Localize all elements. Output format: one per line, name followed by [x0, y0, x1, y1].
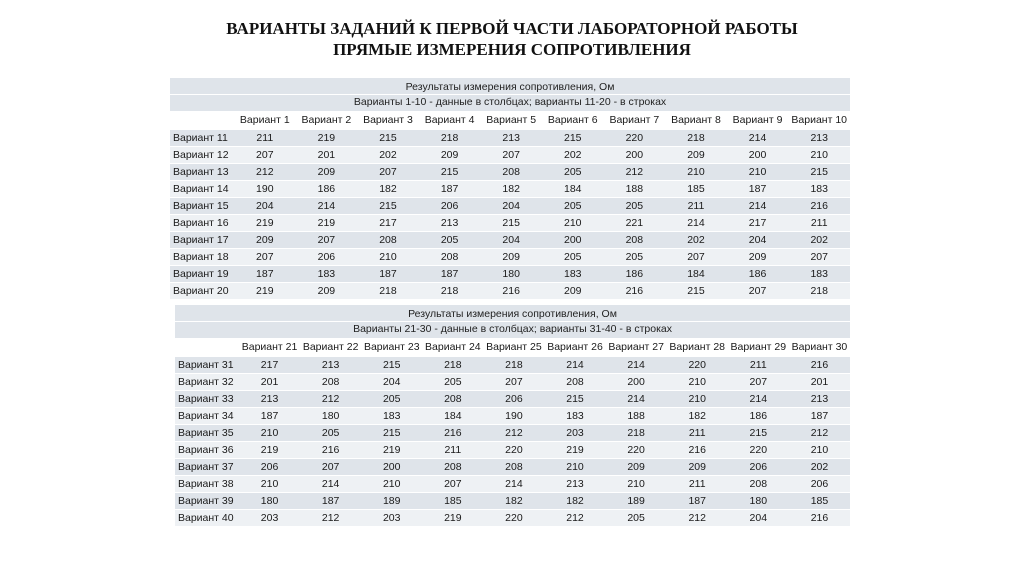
table-caption-subtitle: Варианты 1-10 - данные в столбцах; варианты 11-20 - в строках [170, 95, 850, 112]
table-row [170, 283, 850, 300]
table-row [175, 476, 850, 493]
table-cell: 211 [422, 442, 483, 459]
table-row [170, 249, 850, 266]
table-cell: 203 [239, 510, 300, 527]
table-cell: 204 [728, 510, 789, 527]
table-cell: 212 [544, 510, 605, 527]
table-row [175, 510, 850, 527]
table-cell: 207 [483, 374, 544, 391]
table-cell: 204 [480, 198, 542, 215]
table-cell: 202 [542, 147, 604, 164]
table-cell: 217 [357, 215, 419, 232]
row-label: Вариант 31 [175, 357, 239, 374]
table-cell: 208 [728, 476, 789, 493]
table-cell: 206 [296, 249, 358, 266]
table-cell: 216 [604, 283, 666, 300]
table-cell: 212 [300, 510, 361, 527]
table-cell: 182 [544, 493, 605, 510]
table-cell: 183 [544, 408, 605, 425]
table-cell: 205 [300, 425, 361, 442]
table-cell: 209 [296, 283, 358, 300]
table-cell: 201 [296, 147, 358, 164]
table-cell: 207 [788, 249, 850, 266]
table-cell: 213 [419, 215, 481, 232]
table-cell: 219 [234, 283, 296, 300]
column-header: Вариант 9 [727, 112, 789, 130]
table-cell: 214 [728, 391, 789, 408]
table-cell: 205 [361, 391, 422, 408]
table-cell: 213 [239, 391, 300, 408]
table-row [175, 493, 850, 510]
table-cell: 205 [604, 198, 666, 215]
column-header: Вариант 10 [788, 112, 850, 130]
row-label: Вариант 40 [175, 510, 239, 527]
table-cell: 210 [665, 164, 727, 181]
table-cell: 211 [665, 198, 727, 215]
table-cell: 210 [542, 215, 604, 232]
table-cell: 210 [357, 249, 419, 266]
row-label: Вариант 12 [170, 147, 234, 164]
table-caption-title: Результаты измерения сопротивления, Ом [170, 78, 850, 95]
table-cell: 209 [667, 459, 728, 476]
table-cell: 187 [419, 181, 481, 198]
table-cell: 184 [542, 181, 604, 198]
row-label: Вариант 36 [175, 442, 239, 459]
table-cell: 189 [361, 493, 422, 510]
table-cell: 183 [788, 266, 850, 283]
row-label: Вариант 39 [175, 493, 239, 510]
row-label: Вариант 37 [175, 459, 239, 476]
table-cell: 211 [667, 425, 728, 442]
table-cell: 209 [727, 249, 789, 266]
table-cell: 208 [422, 459, 483, 476]
table-cell: 210 [544, 459, 605, 476]
table-header-row [170, 112, 850, 130]
table-cell: 219 [296, 215, 358, 232]
table-cell: 215 [480, 215, 542, 232]
table-cell: 216 [667, 442, 728, 459]
table-cell: 188 [604, 181, 666, 198]
column-header: Вариант 26 [544, 339, 605, 357]
table-cell: 218 [788, 283, 850, 300]
table-cell: 187 [234, 266, 296, 283]
table-cell: 201 [789, 374, 850, 391]
table-corner-cell [175, 339, 239, 357]
column-header: Вариант 6 [542, 112, 604, 130]
table-cell: 203 [361, 510, 422, 527]
column-header: Вариант 2 [296, 112, 358, 130]
table-cell: 218 [419, 130, 481, 147]
table-cell: 211 [728, 357, 789, 374]
table-cell: 187 [789, 408, 850, 425]
table-cell: 215 [419, 164, 481, 181]
table-cell: 215 [361, 425, 422, 442]
table-row [175, 357, 850, 374]
table-cell: 215 [357, 130, 419, 147]
table-cell: 200 [542, 232, 604, 249]
table-cell: 210 [606, 476, 667, 493]
table-cell: 185 [789, 493, 850, 510]
table-cell: 218 [606, 425, 667, 442]
table-cell: 208 [544, 374, 605, 391]
table-cell: 215 [361, 357, 422, 374]
table-cell: 213 [544, 476, 605, 493]
column-header: Вариант 24 [422, 339, 483, 357]
table-cell: 208 [357, 232, 419, 249]
table-cell: 212 [667, 510, 728, 527]
table-cell: 204 [727, 232, 789, 249]
table-cell: 209 [606, 459, 667, 476]
row-label: Вариант 17 [170, 232, 234, 249]
table-cell: 211 [667, 476, 728, 493]
table-cell: 212 [604, 164, 666, 181]
table-cell: 214 [544, 357, 605, 374]
table-cell: 214 [296, 198, 358, 215]
table-cell: 183 [361, 408, 422, 425]
table-cell: 182 [357, 181, 419, 198]
table-cell: 207 [422, 476, 483, 493]
column-header: Вариант 7 [604, 112, 666, 130]
table-cell: 215 [728, 425, 789, 442]
table-cell: 218 [357, 283, 419, 300]
table-cell: 200 [361, 459, 422, 476]
table-cell: 216 [789, 357, 850, 374]
table-cell: 202 [665, 232, 727, 249]
table-header-row [175, 339, 850, 357]
results-table-1 [170, 78, 850, 300]
table-row [175, 425, 850, 442]
table-cell: 205 [422, 374, 483, 391]
row-label: Вариант 32 [175, 374, 239, 391]
table-cell: 221 [604, 215, 666, 232]
table-cell: 200 [727, 147, 789, 164]
table-cell: 214 [483, 476, 544, 493]
table-cell: 213 [788, 130, 850, 147]
table-caption-title: Результаты измерения сопротивления, Ом [175, 305, 850, 322]
table-cell: 216 [788, 198, 850, 215]
table-row [175, 459, 850, 476]
table-body [170, 130, 850, 300]
table-cell: 220 [728, 442, 789, 459]
table-row [170, 147, 850, 164]
table-cell: 207 [480, 147, 542, 164]
table-cell: 190 [234, 181, 296, 198]
table-cell: 188 [606, 408, 667, 425]
column-header: Вариант 25 [483, 339, 544, 357]
row-label: Вариант 35 [175, 425, 239, 442]
table-cell: 183 [296, 266, 358, 283]
table-cell: 214 [606, 391, 667, 408]
results-table-2 [175, 305, 850, 527]
table-cell: 219 [296, 130, 358, 147]
table-cell: 218 [483, 357, 544, 374]
table-cell: 210 [788, 147, 850, 164]
row-label: Вариант 20 [170, 283, 234, 300]
table-cell: 210 [239, 476, 300, 493]
row-label: Вариант 34 [175, 408, 239, 425]
row-label: Вариант 19 [170, 266, 234, 283]
table-cell: 210 [239, 425, 300, 442]
table-cell: 185 [665, 181, 727, 198]
table-cell: 180 [480, 266, 542, 283]
table-cell: 215 [665, 283, 727, 300]
table-cell: 220 [667, 357, 728, 374]
table-cell: 189 [606, 493, 667, 510]
table-cell: 187 [300, 493, 361, 510]
table-cell: 205 [542, 249, 604, 266]
table-cell: 218 [419, 283, 481, 300]
table-cell: 182 [480, 181, 542, 198]
table-cell: 214 [606, 357, 667, 374]
table-cell: 208 [604, 232, 666, 249]
table-cell: 182 [483, 493, 544, 510]
row-label: Вариант 13 [170, 164, 234, 181]
column-header: Вариант 21 [239, 339, 300, 357]
table-row [170, 266, 850, 283]
table-row [170, 130, 850, 147]
table-cell: 214 [727, 130, 789, 147]
table-cell: 217 [727, 215, 789, 232]
table-cell: 204 [361, 374, 422, 391]
row-label: Вариант 18 [170, 249, 234, 266]
title-line-1: ВАРИАНТЫ ЗАДАНИЙ К ПЕРВОЙ ЧАСТИ ЛАБОРАТОРНОЙ РАБОТЫ [226, 19, 798, 38]
table-cell: 187 [357, 266, 419, 283]
table-cell: 219 [239, 442, 300, 459]
row-label: Вариант 14 [170, 181, 234, 198]
table-cell: 213 [789, 391, 850, 408]
table-cell: 200 [604, 147, 666, 164]
table-cell: 190 [483, 408, 544, 425]
table-cell: 212 [789, 425, 850, 442]
table-cell: 209 [419, 147, 481, 164]
row-label: Вариант 15 [170, 198, 234, 215]
table-row [175, 374, 850, 391]
table-cell: 180 [728, 493, 789, 510]
table-cell: 187 [239, 408, 300, 425]
table-cell: 183 [788, 181, 850, 198]
page-title [0, 18, 1024, 60]
row-label: Вариант 11 [170, 130, 234, 147]
table-cell: 205 [542, 198, 604, 215]
table-cell: 214 [665, 215, 727, 232]
table-cell: 219 [544, 442, 605, 459]
table-cell: 186 [296, 181, 358, 198]
table-cell: 184 [422, 408, 483, 425]
table-cell: 207 [234, 147, 296, 164]
table-cell: 216 [480, 283, 542, 300]
column-header: Вариант 4 [419, 112, 481, 130]
table-cell: 200 [606, 374, 667, 391]
row-label: Вариант 38 [175, 476, 239, 493]
table-cell: 211 [788, 215, 850, 232]
table-cell: 205 [419, 232, 481, 249]
table-cell: 184 [665, 266, 727, 283]
table-cell: 180 [239, 493, 300, 510]
column-header: Вариант 29 [728, 339, 789, 357]
table-cell: 207 [296, 232, 358, 249]
table-cell: 187 [667, 493, 728, 510]
table-cell: 206 [728, 459, 789, 476]
table-caption-subtitle: Варианты 21-30 - данные в столбцах; варианты 31-40 - в строках [175, 322, 850, 339]
column-header: Вариант 30 [789, 339, 850, 357]
table-row [170, 232, 850, 249]
table-cell: 201 [239, 374, 300, 391]
table-cell: 219 [234, 215, 296, 232]
table-cell: 214 [300, 476, 361, 493]
table-cell: 220 [606, 442, 667, 459]
table-cell: 207 [727, 283, 789, 300]
table-row [175, 408, 850, 425]
table-cell: 186 [728, 408, 789, 425]
table-cell: 215 [544, 391, 605, 408]
table-cell: 204 [480, 232, 542, 249]
table-row [170, 215, 850, 232]
column-header: Вариант 8 [665, 112, 727, 130]
table-cell: 210 [727, 164, 789, 181]
table-cell: 206 [419, 198, 481, 215]
table-cell: 202 [788, 232, 850, 249]
table-cell: 202 [357, 147, 419, 164]
table-corner-cell [170, 112, 234, 130]
table-cell: 210 [361, 476, 422, 493]
table-cell: 210 [667, 374, 728, 391]
table-cell: 210 [789, 442, 850, 459]
table-cell: 218 [665, 130, 727, 147]
table-cell: 219 [361, 442, 422, 459]
table-cell: 212 [234, 164, 296, 181]
table-cell: 204 [234, 198, 296, 215]
table-cell: 186 [727, 266, 789, 283]
table-cell: 220 [604, 130, 666, 147]
table-cell: 216 [300, 442, 361, 459]
column-header: Вариант 23 [361, 339, 422, 357]
table-cell: 185 [422, 493, 483, 510]
column-header: Вариант 22 [300, 339, 361, 357]
table-cell: 215 [357, 198, 419, 215]
table-cell: 207 [357, 164, 419, 181]
table-cell: 206 [483, 391, 544, 408]
table-cell: 205 [542, 164, 604, 181]
table-cell: 208 [483, 459, 544, 476]
table-cell: 182 [667, 408, 728, 425]
table-cell: 209 [480, 249, 542, 266]
column-header: Вариант 27 [606, 339, 667, 357]
table-cell: 206 [789, 476, 850, 493]
table-cell: 205 [606, 510, 667, 527]
table-cell: 187 [727, 181, 789, 198]
table-cell: 207 [728, 374, 789, 391]
table-cell: 207 [300, 459, 361, 476]
table-cell: 186 [604, 266, 666, 283]
column-header: Вариант 3 [357, 112, 419, 130]
table-cell: 203 [544, 425, 605, 442]
table-cell: 187 [419, 266, 481, 283]
table-row [170, 181, 850, 198]
table-cell: 183 [542, 266, 604, 283]
table-cell: 211 [234, 130, 296, 147]
table-cell: 220 [483, 510, 544, 527]
table-cell: 209 [234, 232, 296, 249]
table-cell: 208 [480, 164, 542, 181]
table-row [175, 391, 850, 408]
table-cell: 209 [665, 147, 727, 164]
table-cell: 215 [542, 130, 604, 147]
table-cell: 209 [296, 164, 358, 181]
table-cell: 207 [665, 249, 727, 266]
table-body [175, 357, 850, 527]
table-cell: 213 [300, 357, 361, 374]
table-cell: 216 [422, 425, 483, 442]
table-cell: 202 [789, 459, 850, 476]
title-line-2: ПРЯМЫЕ ИЗМЕРЕНИЯ СОПРОТИВЛЕНИЯ [333, 40, 691, 59]
table-cell: 217 [239, 357, 300, 374]
table-cell: 212 [483, 425, 544, 442]
table-cell: 213 [480, 130, 542, 147]
row-label: Вариант 33 [175, 391, 239, 408]
table-cell: 208 [300, 374, 361, 391]
table-row [175, 442, 850, 459]
column-header: Вариант 5 [480, 112, 542, 130]
table-cell: 180 [300, 408, 361, 425]
column-header: Вариант 28 [667, 339, 728, 357]
table-cell: 214 [727, 198, 789, 215]
table-cell: 208 [422, 391, 483, 408]
table-row [170, 164, 850, 181]
table-cell: 212 [300, 391, 361, 408]
column-header: Вариант 1 [234, 112, 296, 130]
table-cell: 209 [542, 283, 604, 300]
table-cell: 206 [239, 459, 300, 476]
table-cell: 210 [667, 391, 728, 408]
table-cell: 220 [483, 442, 544, 459]
table-row [170, 198, 850, 215]
row-label: Вариант 16 [170, 215, 234, 232]
table-cell: 207 [234, 249, 296, 266]
table-cell: 205 [604, 249, 666, 266]
table-cell: 208 [419, 249, 481, 266]
table-cell: 218 [422, 357, 483, 374]
table-cell: 216 [789, 510, 850, 527]
table-cell: 215 [788, 164, 850, 181]
table-cell: 219 [422, 510, 483, 527]
